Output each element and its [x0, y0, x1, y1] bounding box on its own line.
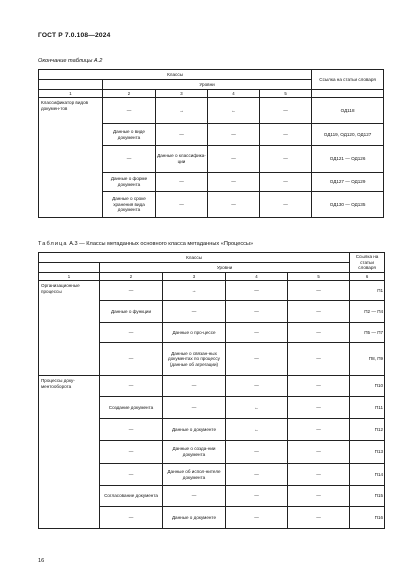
level-cell: Данные о связан-ных документах по процессу (данные об агрегации): [163, 343, 226, 376]
level-cell: —: [288, 343, 350, 376]
level-cell: —: [226, 376, 288, 397]
level-cell: —: [226, 486, 288, 507]
table-row: [39, 376, 385, 397]
ref-cell: П15: [350, 486, 385, 507]
level-cell: Данные о форме документа: [103, 173, 156, 192]
level-cell: —: [226, 507, 288, 529]
level-cell: ←: [226, 419, 288, 441]
level-cell: —: [156, 173, 208, 192]
table2-caption-text: А.3 — Классы метаданных основного класса метаданных «Процессы»: [69, 241, 254, 247]
col-num: 5: [260, 90, 312, 98]
level-cell: —: [288, 507, 350, 529]
col-classes-header: Классы: [39, 253, 350, 263]
level-cell: —: [103, 98, 156, 124]
table2-caption-label: Таблица: [38, 241, 68, 247]
level-cell: —: [208, 124, 260, 146]
ref-cell: П8, П9: [350, 343, 385, 376]
level-cell: Данные о виде документа: [103, 124, 156, 146]
class-cell: Классификатор видов докумен-тов: [39, 98, 103, 218]
level-cell: ←: [208, 98, 260, 124]
level-cell: —: [260, 124, 312, 146]
table-row: [39, 281, 385, 301]
col-ref-header: Ссылка на статьи словаря: [312, 70, 384, 90]
level-cell: Создание документа: [100, 397, 163, 419]
table1-caption: Окончание таблицы А.2: [38, 58, 103, 64]
level-cell: Данные о классифика-ции: [156, 146, 208, 173]
ref-cell: П12: [350, 419, 385, 441]
ref-cell: ОД118: [312, 98, 384, 124]
col-num: 3: [156, 90, 208, 98]
ref-cell: ОД121 — ОД126: [312, 146, 384, 173]
level-cell: —: [226, 343, 288, 376]
level-cell: —: [156, 124, 208, 146]
ref-cell: П10: [350, 376, 385, 397]
level-cell: Данные о сроке хранения вида документа: [103, 192, 156, 218]
level-cell: —: [226, 464, 288, 486]
col-num: 6: [350, 273, 385, 281]
col-num: 4: [208, 90, 260, 98]
level-cell: —: [288, 441, 350, 464]
level-cell: —: [163, 486, 226, 507]
ref-cell: ОД127 — ОД129: [312, 173, 384, 192]
level-cell: —: [260, 146, 312, 173]
level-cell: —: [288, 464, 350, 486]
table-row: [39, 98, 384, 124]
level-cell: —: [100, 419, 163, 441]
level-cell: →: [163, 281, 226, 301]
level-cell: —: [260, 192, 312, 218]
level-cell: —: [100, 343, 163, 376]
page-header: ГОСТ Р 7.0.108—2024: [38, 32, 111, 39]
level-cell: —: [288, 301, 350, 323]
level-cell: —: [226, 301, 288, 323]
level-cell: —: [156, 192, 208, 218]
level-cell: —: [288, 486, 350, 507]
level-cell: —: [260, 98, 312, 124]
table-a3: [38, 252, 385, 529]
col-num: 5: [288, 273, 350, 281]
level-cell: —: [163, 376, 226, 397]
ref-cell: П13: [350, 441, 385, 464]
level-cell: —: [100, 507, 163, 529]
table-a2-end: [38, 69, 384, 218]
level-cell: Данные о функции: [100, 301, 163, 323]
ref-cell: П14: [350, 464, 385, 486]
class-cell: Организационные процессы: [39, 281, 100, 376]
level-cell: Данные о документе: [163, 419, 226, 441]
ref-cell: П5 — П7: [350, 323, 385, 343]
level-cell: —: [288, 376, 350, 397]
level-cell: —: [100, 323, 163, 343]
page-number: 16: [38, 558, 45, 564]
level-cell: —: [208, 146, 260, 173]
level-cell: —: [208, 173, 260, 192]
level-cell: Согласование документа: [100, 486, 163, 507]
level-cell: —: [103, 146, 156, 173]
level-cell: —: [100, 464, 163, 486]
level-cell: —: [288, 281, 350, 301]
col-levels-header: Уровни: [100, 263, 350, 273]
col-num: 4: [226, 273, 288, 281]
col-num: 2: [100, 273, 163, 281]
class-cell: Процессы доку-ментооборота: [39, 376, 100, 529]
level-cell: —: [288, 323, 350, 343]
level-cell: —: [226, 441, 288, 464]
ref-cell: П16: [350, 507, 385, 529]
level-cell: Данные о про-цессе: [163, 323, 226, 343]
level-cell: Данные о документе: [163, 507, 226, 529]
level-cell: Данные об испол-нителе документа: [163, 464, 226, 486]
level-cell: —: [100, 376, 163, 397]
col-ref-header: Ссылка на статьи словаря: [350, 253, 385, 273]
ref-cell: П2 — П4: [350, 301, 385, 323]
ref-cell: ОД119, ОД120, ОД127: [312, 124, 384, 146]
level-cell: —: [226, 323, 288, 343]
level-cell: Данные о созда-нии документа: [163, 441, 226, 464]
ref-cell: П11: [350, 397, 385, 419]
level-cell: ←: [226, 397, 288, 419]
level-cell: —: [163, 397, 226, 419]
table2-caption: [38, 241, 253, 247]
level-cell: —: [226, 281, 288, 301]
col-num: 2: [103, 90, 156, 98]
col-num: 1: [39, 90, 103, 98]
level-cell: —: [288, 419, 350, 441]
level-cell: —: [100, 281, 163, 301]
level-cell: —: [163, 301, 226, 323]
ref-cell: П1: [350, 281, 385, 301]
level-cell: —: [208, 192, 260, 218]
col-num: 1: [39, 273, 100, 281]
level-cell: —: [100, 441, 163, 464]
level-cell: —: [260, 173, 312, 192]
col-classes-header: Классы: [39, 70, 312, 80]
ref-cell: ОД130 — ОД135: [312, 192, 384, 218]
level-cell: —: [288, 397, 350, 419]
level-cell: →: [156, 98, 208, 124]
col-levels-header: Уровни: [103, 80, 312, 90]
col-num: 3: [163, 273, 226, 281]
